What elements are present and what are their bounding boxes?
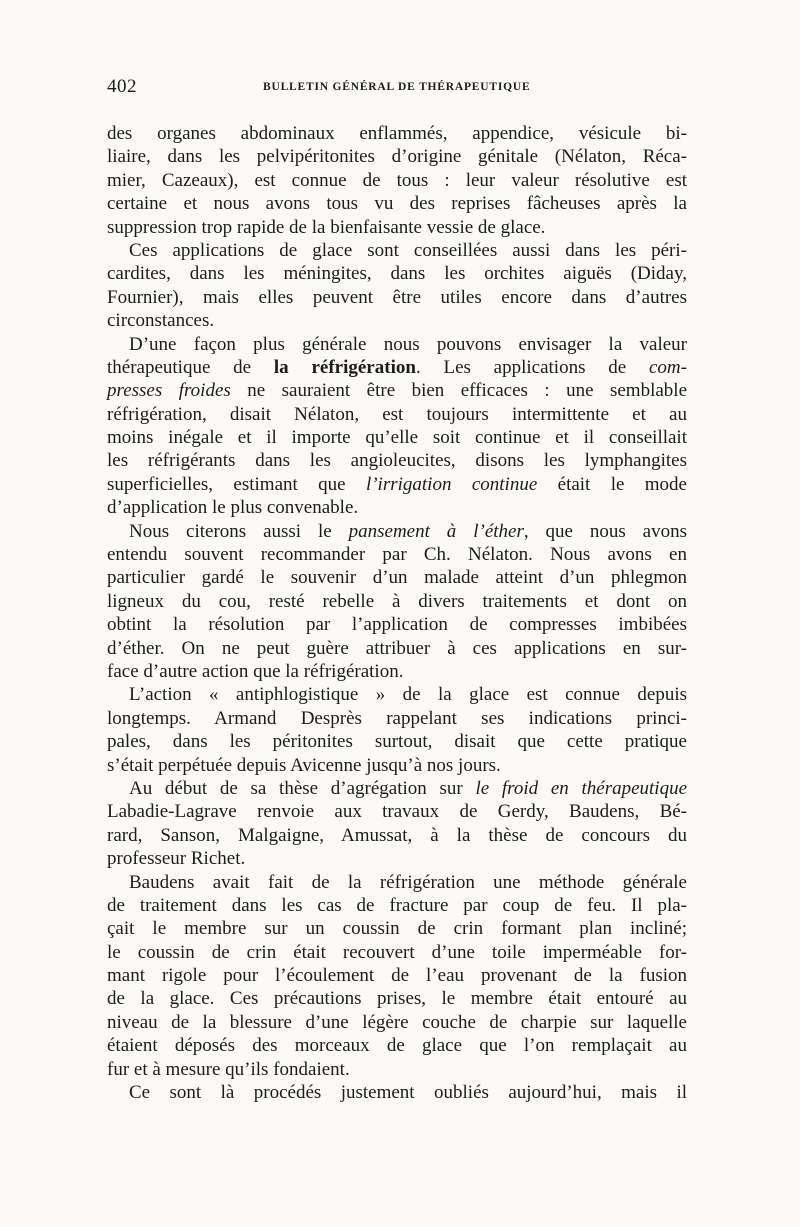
paragraph <box>107 777 687 871</box>
text-line: Baudens avait fait de la réfrigération une méthode générale <box>129 871 687 893</box>
text-line: de la glace. Ces précautions prises, le membre était entouré au <box>107 988 687 1010</box>
text-line <box>107 379 687 402</box>
paragraph <box>107 871 687 1082</box>
text-line: cardites, dans les méningites, dans les orchites aiguës (Diday, <box>107 263 687 285</box>
text-line: le coussin de crin était recouvert d’une toile imperméable for- <box>107 941 687 963</box>
text-segment: était le mode <box>537 473 687 495</box>
text-line: de traitement dans les cas de fracture par coup de feu. Il pla- <box>107 894 687 916</box>
paragraph <box>107 520 687 684</box>
text-line: L’action « antiphlogistique » de la glace est connue depuis <box>129 684 687 706</box>
text-segment: ne sauraient être bien efficaces : une semblable <box>230 380 688 402</box>
text-line: certaine et nous avons tous vu des reprises fâcheuses après la <box>107 193 687 215</box>
page-number: 402 <box>107 76 137 97</box>
text-line: entendu souvent recommander par Ch. Nélaton. Nous avons en <box>107 544 687 566</box>
emphasis-term: l’irrigation continue <box>365 473 538 495</box>
body-text <box>107 122 687 1104</box>
text-line: ligneux du cou, resté rebelle à divers traitements et dont on <box>107 590 687 612</box>
text-line: face d’autre action que la réfrigération. <box>107 660 404 682</box>
text-line: Ce sont là procédés justement oubliés aujourd’hui, mais il <box>129 1082 687 1104</box>
text-line: les réfrigérants dans les angioleucites, disons les lymphangites <box>107 450 687 472</box>
text-line: çait le membre sur un coussin de crin formant plan incliné; <box>107 918 687 940</box>
text-line: circonstances. <box>107 310 215 332</box>
text-line: mant rigole pour l’écoulement de l’eau provenant de la fusion <box>107 965 687 987</box>
text-line: moins inégale et il importe qu’elle soit continue et il conseillait <box>107 427 687 449</box>
paragraph <box>107 239 687 333</box>
text-line: professeur Richet. <box>107 848 246 870</box>
emphasis-term: com- <box>649 356 687 378</box>
text-line: suppression trop rapide de la bienfaisante vessie de glace. <box>107 216 546 238</box>
emphasis-term: pansement à l’éther <box>348 520 524 542</box>
text-line: particulier gardé le souvenir d’un malade atteint d’un phlegmon <box>107 567 687 589</box>
text-line: des organes abdominaux enflammés, appendice, vésicule bi- <box>107 123 687 144</box>
text-segment: superficielles, estimant que <box>107 473 366 495</box>
paragraph <box>107 122 687 239</box>
text-line <box>107 356 687 379</box>
text-line: s’était perpétuée depuis Avicenne jusqu’à nos jours. <box>107 754 501 776</box>
emphasis-term: le froid en thérapeutique <box>475 777 688 799</box>
text-line <box>107 777 687 800</box>
paragraph <box>107 1081 687 1104</box>
text-line: pales, dans les péritonites surtout, disait que cette pratique <box>107 731 687 753</box>
text-line: liaire, dans les pelvipéritonites d’origine génitale (Nélaton, Réca- <box>107 146 687 168</box>
text-line: Labadie-Lagrave renvoie aux travaux de Gerdy, Baudens, Bé- <box>107 801 687 823</box>
text-line: rard, Sanson, Malgaigne, Amussat, à la thèse de concours du <box>107 824 687 846</box>
text-line: D’une façon plus générale nous pouvons envisager la valeur <box>129 333 687 355</box>
text-line: d’éther. On ne peut guère attribuer à ces applications en sur- <box>107 637 687 659</box>
text-line: mier, Cazeaux), est connue de tous : leur valeur résolutive est <box>107 169 687 191</box>
paragraph <box>107 333 687 520</box>
paragraph <box>107 683 687 777</box>
text-segment: Au début de sa thèse d’agrégation sur <box>129 777 476 799</box>
text-line: Ces applications de glace sont conseillées aussi dans les péri- <box>129 239 687 261</box>
emphasis-term: presses froides <box>107 380 231 402</box>
text-line: réfrigération, disait Nélaton, est toujours intermittente et au <box>107 403 687 425</box>
text-line <box>107 520 687 543</box>
emphasis-term: la réfrigération <box>273 356 416 378</box>
text-line: niveau de la blessure d’une légère couche de charpie sur laquelle <box>107 1011 687 1033</box>
page-header <box>107 76 687 100</box>
text-line: fur et à mesure qu’ils fondaient. <box>107 1058 350 1080</box>
text-line <box>107 473 687 496</box>
text-line: obtint la résolution par l’application de compresses imbibées <box>107 614 687 636</box>
text-line: longtemps. Armand Desprès rappelant ses indications princi- <box>107 707 687 729</box>
text-segment: thérapeutique de <box>107 356 274 378</box>
running-title: BULLETIN GÉNÉRAL DE THÉRAPEUTIQUE <box>263 81 531 93</box>
text-segment: Nous citerons aussi le <box>129 520 349 542</box>
text-line: Fournier), mais elles peuvent être utiles encore dans d’autres <box>107 286 687 308</box>
text-line: étaient déposés des morceaux de glace que l’on remplaçait au <box>107 1035 687 1057</box>
text-segment: , que nous avons <box>523 520 687 542</box>
text-line: d’application le plus convenable. <box>107 497 359 519</box>
text-segment: . Les applications de <box>415 356 649 378</box>
